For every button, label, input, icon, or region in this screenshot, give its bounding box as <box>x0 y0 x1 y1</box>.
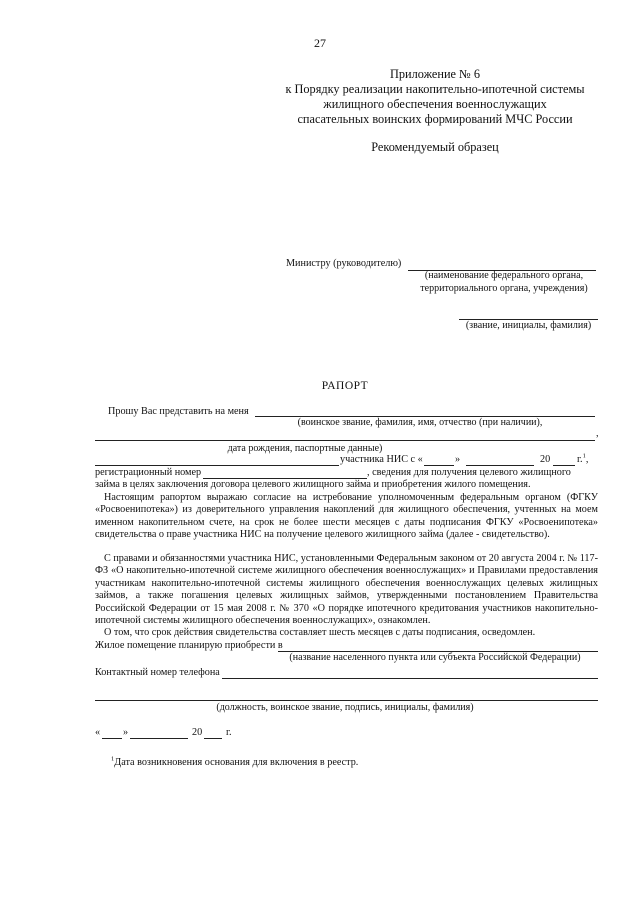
quote-close: » <box>455 454 461 465</box>
year-line <box>553 465 575 466</box>
participant-text: участника НИС с « <box>340 454 423 465</box>
phone-label: Контактный номер телефона <box>95 667 220 678</box>
month-line <box>466 465 534 466</box>
rank-caption: (звание, инициалы, фамилия) <box>465 320 592 331</box>
recommended-sample-label: Рекомендуемый образец <box>371 140 499 154</box>
consent-text: Настоящим рапортом выражаю согласие на истребование уполномоченным федеральным органом (ФГКУ «Росвоенипотека») из доверительного управления накоплений для жилищного обеспечения, учтенных на моем именном накопительном счете, на срок не более шести месяцев с даты подписания ФГКУ «Росвоенипотека» свидетельства о праве участника НИС на получение целевого жилищного займа (далее - свидетельство). <box>95 492 598 541</box>
consent-paragraph <box>95 492 598 542</box>
birth-line <box>95 440 595 441</box>
appendix-order-line: спасательных воинских формирований МЧС России <box>297 112 573 126</box>
appendix-number: Приложение № 6 <box>389 67 481 81</box>
year-prefix: 20 <box>540 454 551 465</box>
rights-paragraph <box>95 553 598 627</box>
date-year-prefix: 20 <box>192 727 203 738</box>
signature-caption: (должность, воинское звание, подпись, инициалы, фамилия) <box>216 702 474 713</box>
appendix-order-line: к Порядку реализации накопительно-ипотечной системы <box>285 82 585 96</box>
date-close-quote: » <box>123 727 129 738</box>
loan-line: займа в целях заключения договора целевого жилищного займа и приобретения жилого помещения. <box>95 479 531 490</box>
document-title: РАПОРТ <box>321 380 369 392</box>
birth-caption: дата рождения, паспортные данные) <box>227 443 383 454</box>
reg-tail: , сведения для получения целевого жилищного <box>367 467 571 478</box>
addressee-caption: (наименование федерального органа, <box>424 270 584 281</box>
reg-label: регистрационный номер <box>95 467 202 478</box>
appendix-order-line: жилищного обеспечения военнослужащих <box>323 97 547 111</box>
request-lead: Прошу Вас представить на меня <box>108 406 249 417</box>
page-number: 27 <box>314 36 326 50</box>
date-day-line <box>102 738 122 739</box>
validity-line: О том, что срок действия свидетельства составляет шесть месяцев с даты подписания, осведомлен. <box>104 627 536 638</box>
footnote-text: Дата возникновения основания для включения в реестр. <box>114 757 359 768</box>
rights-text: С правами и обязанностями участника НИС, установленными Федеральным законом от 20 августа 2004 г. № 117-ФЗ «О накопительно-ипотечной системе жилищного обеспечения военнослужащих» и Правилами предоставления участникам накопительно-ипотечной системы жилищного обеспечения военнослужащих целевых жилищных займов, а также погашения целевых жилищных займов, утвержденными постановлением Правительства Российской Федерации от 15 мая 2008 г. № 370 «О порядке ипотечного кредитования участников накопительно-ипотечной системы жилищного обеспечения военнослужащих», ознакомлен. <box>95 553 598 627</box>
person-caption: (воинское звание, фамилия, имя, отчество (при наличии), <box>297 417 543 428</box>
phone-line <box>222 678 598 679</box>
housing-caption: (название населенного пункта или субъекта Российской Федерации) <box>289 652 581 663</box>
year-suffix-group <box>577 454 588 465</box>
participant-line <box>95 465 339 466</box>
day-line <box>424 465 454 466</box>
comma: , <box>585 454 589 465</box>
addressee-label: Министру (руководителю) <box>286 258 402 269</box>
comma: , <box>596 428 599 439</box>
date-month-line <box>130 738 188 739</box>
footnote-mark: 1 <box>582 452 586 460</box>
footnote <box>111 757 358 768</box>
signature-line <box>95 700 598 701</box>
footnote-number: 1 <box>111 755 115 763</box>
housing-label: Жилое помещение планирую приобрести в <box>95 640 283 651</box>
date-year-line <box>204 738 222 739</box>
date-year-suffix: г. <box>226 727 232 738</box>
addressee-caption: территориального органа, учреждения) <box>420 283 588 294</box>
date-open-quote: « <box>95 727 101 738</box>
year-suffix: г. <box>577 454 583 465</box>
